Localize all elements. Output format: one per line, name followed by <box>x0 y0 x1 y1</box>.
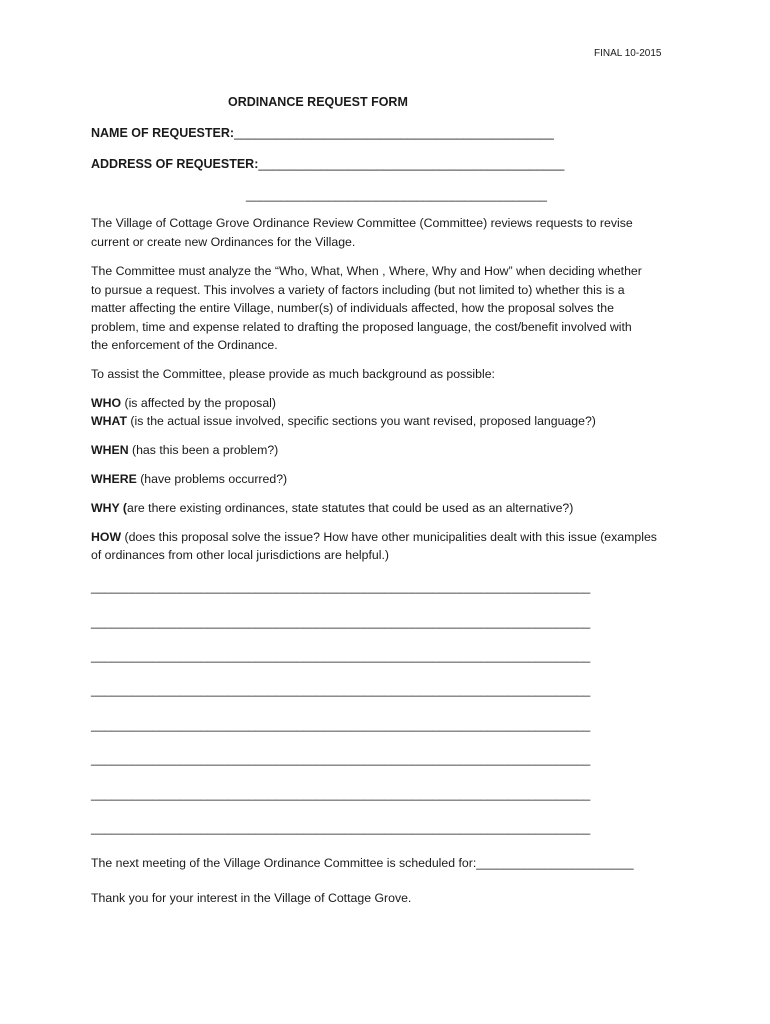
question-text: (is affected by the proposal) <box>121 396 276 410</box>
question-text: (does this proposal solve the issue? How have other municipalities dealt with this issue (examples <box>121 530 657 544</box>
question-label: WHERE <box>91 472 137 486</box>
analysis-line: problem, time and expense related to drafting the proposed language, the cost/benefit involved with <box>91 319 632 334</box>
next-meeting-row <box>91 856 634 870</box>
address-of-requester-blank[interactable]: ____________________________________________ <box>258 157 565 171</box>
answer-line[interactable]: _________________________________________________________________________ <box>91 580 591 594</box>
answer-line[interactable]: _________________________________________________________________________ <box>91 752 591 766</box>
question-why <box>91 501 573 515</box>
question-how <box>91 530 657 544</box>
intro-line: current or create new Ordinances for the Village. <box>91 234 356 249</box>
question-text: (is the actual issue involved, specific sections you want revised, proposed language?) <box>126 414 596 428</box>
question-label: WHAT <box>91 414 127 428</box>
question-label: WHO <box>91 396 122 410</box>
name-of-requester-field[interactable] <box>91 126 554 140</box>
analysis-line: The Committee must analyze the “Who, What, When , Where, Why and How” when deciding whether <box>91 264 642 278</box>
address-of-requester-blank-2[interactable]: ____________________________________________ <box>246 188 547 202</box>
assist-instruction: To assist the Committee, please provide as much background as possible: <box>91 367 495 381</box>
answer-line[interactable]: _________________________________________________________________________ <box>91 787 591 801</box>
analysis-paragraph <box>91 262 691 355</box>
document-version-note: FINAL 10-2015 <box>594 48 662 59</box>
next-meeting-date-blank[interactable]: _______________________ <box>476 856 634 870</box>
question-label: WHEN <box>91 443 129 457</box>
intro-line: The Village of Cottage Grove Ordinance Review Committee (Committee) reviews requests to revise <box>91 216 633 230</box>
answer-line[interactable]: _________________________________________________________________________ <box>91 649 591 663</box>
question-text: are there existing ordinances, state statutes that could be used as an alternative?) <box>126 501 574 515</box>
question-who <box>91 396 276 410</box>
address-of-requester-label: ADDRESS OF REQUESTER: <box>91 157 259 171</box>
form-title: ORDINANCE REQUEST FORM <box>228 95 408 109</box>
question-label: WHY ( <box>91 501 127 515</box>
next-meeting-text: The next meeting of the Village Ordinance Committee is scheduled for: <box>91 856 477 870</box>
analysis-line: the enforcement of the Ordinance. <box>91 338 278 353</box>
question-text: (have problems occurred?) <box>136 472 288 486</box>
intro-paragraph <box>91 214 691 251</box>
answer-line[interactable]: _________________________________________________________________________ <box>91 683 591 697</box>
name-of-requester-blank[interactable]: ______________________________________________ <box>234 126 554 140</box>
analysis-line: to pursue a request. This involves a variety of factors including (but not limited to) whether this is a <box>91 282 625 297</box>
question-label: HOW <box>91 530 122 544</box>
answer-line[interactable]: _________________________________________________________________________ <box>91 718 591 732</box>
question-what <box>91 414 596 428</box>
question-how-continued: of ordinances from other local jurisdictions are helpful.) <box>91 548 390 562</box>
answer-line[interactable]: _________________________________________________________________________ <box>91 821 591 835</box>
question-text: (has this been a problem?) <box>128 443 279 457</box>
closing-thanks: Thank you for your interest in the Village of Cottage Grove. <box>91 891 412 905</box>
question-when <box>91 443 278 457</box>
answer-line[interactable]: _________________________________________________________________________ <box>91 615 591 629</box>
name-of-requester-label: NAME OF REQUESTER: <box>91 126 235 140</box>
question-where <box>91 472 287 486</box>
analysis-line: matter affecting the entire Village, number(s) of individuals affected, how the proposal solves the <box>91 301 614 316</box>
address-of-requester-field[interactable] <box>91 157 564 171</box>
